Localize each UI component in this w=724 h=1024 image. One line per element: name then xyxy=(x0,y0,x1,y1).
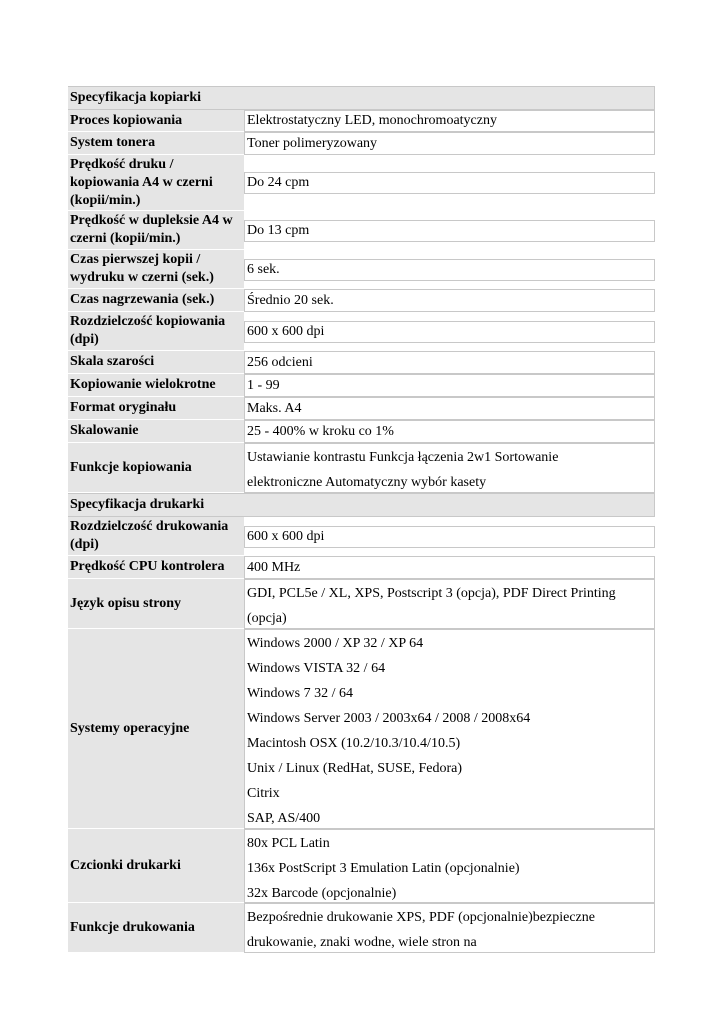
spec-value-line: elektroniczne Automatyczny wybór kasety xyxy=(247,475,487,490)
spec-label: Czas pierwszej kopii / wydruku w czerni (sek.) xyxy=(68,250,244,289)
spec-label: Systemy operacyjne xyxy=(68,629,244,829)
spec-table xyxy=(68,86,655,953)
spec-row xyxy=(68,517,655,556)
section-header-copier: Specyfikacja kopiarki xyxy=(68,86,655,110)
spec-value: Do 13 cpm xyxy=(244,220,655,242)
spec-value-line: SAP, AS/400 xyxy=(247,811,321,826)
spec-value xyxy=(244,629,655,829)
spec-row xyxy=(68,110,655,132)
spec-row xyxy=(68,420,655,443)
spec-value-line: Windows Server 2003 / 2003x64 / 2008 / 2008x64 xyxy=(247,711,531,726)
spec-value-line: Windows 2000 / XP 32 / XP 64 xyxy=(247,636,424,651)
spec-value: 400 MHz xyxy=(244,556,655,579)
spec-row xyxy=(68,211,655,250)
spec-value: 1 - 99 xyxy=(244,374,655,397)
spec-row xyxy=(68,556,655,579)
spec-value-line: (opcja) xyxy=(247,611,287,626)
spec-value-line: Citrix xyxy=(247,786,280,801)
spec-label: Prędkość druku / kopiowania A4 w czerni (kopii/min.) xyxy=(68,155,244,211)
spec-value: Średnio 20 sek. xyxy=(244,289,655,312)
spec-value: 600 x 600 dpi xyxy=(244,526,655,548)
spec-row xyxy=(68,289,655,312)
spec-row xyxy=(68,351,655,374)
spec-row xyxy=(68,374,655,397)
spec-row xyxy=(68,579,655,629)
spec-label: Kopiowanie wielokrotne xyxy=(68,374,244,397)
spec-value: Maks. A4 xyxy=(244,397,655,420)
spec-value xyxy=(244,903,655,953)
spec-value-line: 32x Barcode (opcjonalnie) xyxy=(247,886,397,901)
spec-label: Prędkość CPU kontrolera xyxy=(68,556,244,579)
spec-label: Funkcje drukowania xyxy=(68,903,244,953)
section-header-printer: Specyfikacja drukarki xyxy=(68,493,655,517)
spec-value-line: Macintosh OSX (10.2/10.3/10.4/10.5) xyxy=(247,736,461,751)
spec-value xyxy=(244,579,655,629)
spec-row xyxy=(68,155,655,211)
spec-value-line: drukowanie, znaki wodne, wiele stron na xyxy=(247,935,477,950)
spec-value: Do 24 cpm xyxy=(244,172,655,194)
spec-value: 6 sek. xyxy=(244,259,655,281)
spec-label: Rozdzielczość drukowania (dpi) xyxy=(68,517,244,556)
spec-row xyxy=(68,903,655,953)
spec-label: Rozdzielczość kopiowania (dpi) xyxy=(68,312,244,351)
spec-value-line: Windows 7 32 / 64 xyxy=(247,686,353,701)
spec-value-line: Windows VISTA 32 / 64 xyxy=(247,661,386,676)
spec-row xyxy=(68,443,655,493)
spec-value: Toner polimeryzowany xyxy=(244,132,655,155)
spec-label: System tonera xyxy=(68,132,244,155)
spec-value-line: Unix / Linux (RedHat, SUSE, Fedora) xyxy=(247,761,463,776)
spec-value-line: Ustawianie kontrastu Funkcja łączenia 2w1 Sortowanie xyxy=(247,450,559,465)
spec-label: Proces kopiowania xyxy=(68,110,244,132)
spec-row xyxy=(68,312,655,351)
spec-value-line: Bezpośrednie drukowanie XPS, PDF (opcjonalnie)bezpieczne xyxy=(247,910,595,925)
spec-value-line: 80x PCL Latin xyxy=(247,836,330,851)
spec-label: Format oryginału xyxy=(68,397,244,420)
spec-label: Skalowanie xyxy=(68,420,244,443)
spec-value: 25 - 400% w kroku co 1% xyxy=(244,420,655,443)
spec-value-line: GDI, PCL5e / XL, XPS, Postscript 3 (opcja), PDF Direct Printing xyxy=(247,586,616,601)
spec-value: 600 x 600 dpi xyxy=(244,321,655,343)
spec-label: Prędkość w dupleksie A4 w czerni (kopii/min.) xyxy=(68,211,244,250)
spec-value-line: 136x PostScript 3 Emulation Latin (opcjonalnie) xyxy=(247,861,520,876)
spec-label: Funkcje kopiowania xyxy=(68,443,244,493)
spec-row xyxy=(68,629,655,829)
spec-row xyxy=(68,250,655,289)
spec-value: 256 odcieni xyxy=(244,351,655,374)
spec-label: Skala szarości xyxy=(68,351,244,374)
spec-label: Czcionki drukarki xyxy=(68,829,244,903)
spec-value xyxy=(244,829,655,903)
spec-row xyxy=(68,397,655,420)
spec-row xyxy=(68,132,655,155)
spec-row xyxy=(68,829,655,903)
spec-value: Elektrostatyczny LED, monochromoatyczny xyxy=(244,110,655,132)
spec-label: Język opisu strony xyxy=(68,579,244,629)
spec-value xyxy=(244,443,655,493)
spec-label: Czas nagrzewania (sek.) xyxy=(68,289,244,312)
